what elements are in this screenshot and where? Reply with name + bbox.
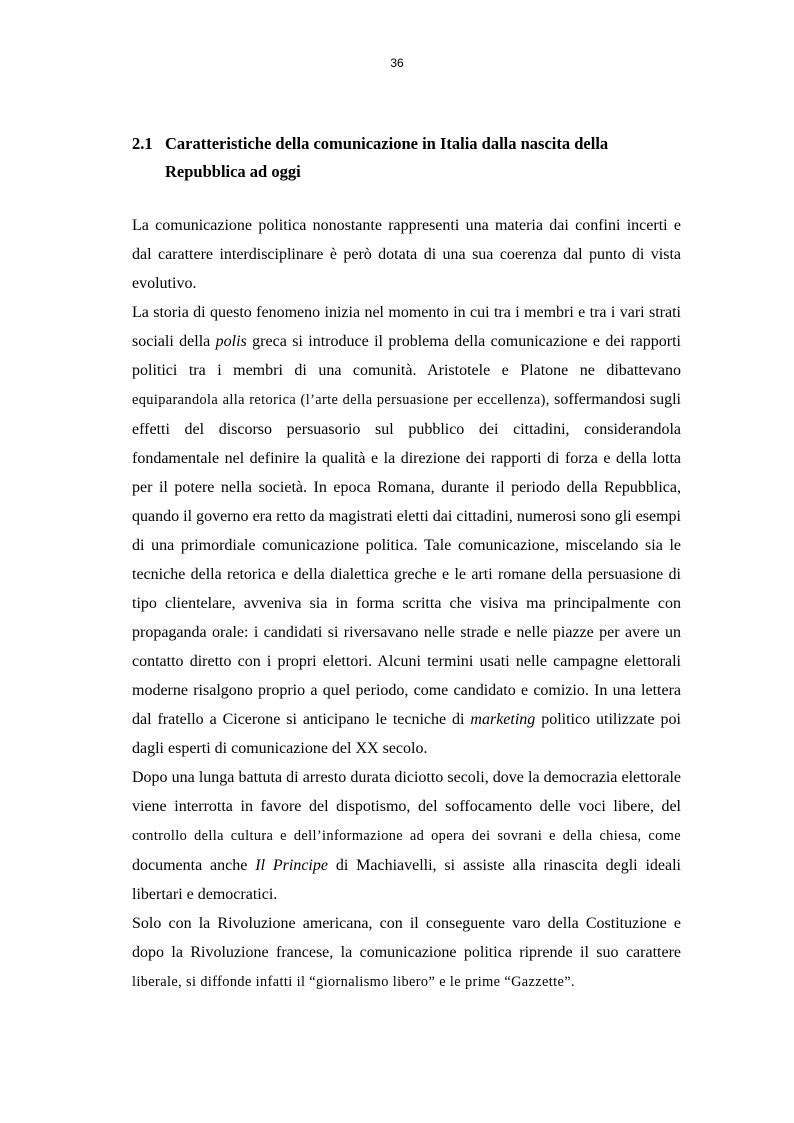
paragraph-3: Dopo una lunga battuta di arresto durata diciotto secoli, dove la democrazia elettorale viene interrotta in favore del dispotismo, del soffocamento delle voci libere, del controllo della cultura e dell’informazione ad opera dei sovrani e della chiesa, come documenta anche Il Principe di Machiavelli, si assiste alla rinascita degli ideali libertari e democratici. xyxy=(132,769,682,903)
emphasis-il-principe: Il Principe xyxy=(255,857,328,874)
section-heading xyxy=(132,130,692,186)
emphasis-polis: polis xyxy=(215,333,247,350)
paragraph-4: Solo con la Rivoluzione americana, con il conseguente varo della Costituzione e dopo la Rivoluzione francese, la comunicazione politica riprende il suo carattere liberale, si diffonde infatti il “giornalismo libero” e le prime “Gazzette”. xyxy=(132,915,681,990)
paragraph-1: La comunicazione politica nonostante rappresenti una materia dai confini incerti e dal carattere interdisciplinare è però dotata di una sua coerenza dal punto di vista evolutivo. xyxy=(132,217,681,292)
emphasis-marketing: marketing xyxy=(470,711,536,728)
section-number: 2.1 xyxy=(132,134,153,153)
page-number: 36 xyxy=(390,56,404,70)
section-title: Caratteristiche della comunicazione in Italia dalla nascita della Repubblica ad oggi xyxy=(165,134,609,181)
body-text xyxy=(132,211,681,997)
paragraph-2: La storia di questo fenomeno inizia nel momento in cui tra i membri e tra i vari strati sociali della polis greca si introduce il problema della comunicazione e dei rapporti politici tra i membri di una comunità. Aristotele e Platone ne dibattevano equiparandola alla retorica (l’arte della persuasione per eccellenza), soffermandosi sugli effetti del discorso persuasorio sul pubblico dei cittadini, considerandola fondamentale nel definire la qualità e la direzione dei rapporti di forza e della lotta per il potere nella società. In epoca Romana, durante il periodo della Repubblica, quando il governo era retto da magistrati eletti dai cittadini, numerosi sono gli esempi di una primordiale comunicazione politica. Tale comunicazione, miscelando sia le tecniche della retorica e della dialettica greche e le arti romane della persuasione di tipo clientelare, avveniva sia in forma scritta che visiva ma principalmente con propaganda orale: i candidati si riversavano nelle strade e nelle piazze per avere un contatto diretto con i propri elettori. Alcuni termini usati nelle campagne elettorali moderne risalgono proprio a quel periodo, come candidato e comizio. In una lettera dal fratello a Cicerone si anticipano le tecniche di marketing politico utilizzate poi dagli esperti di comunicazione del XX secolo. xyxy=(132,304,681,757)
